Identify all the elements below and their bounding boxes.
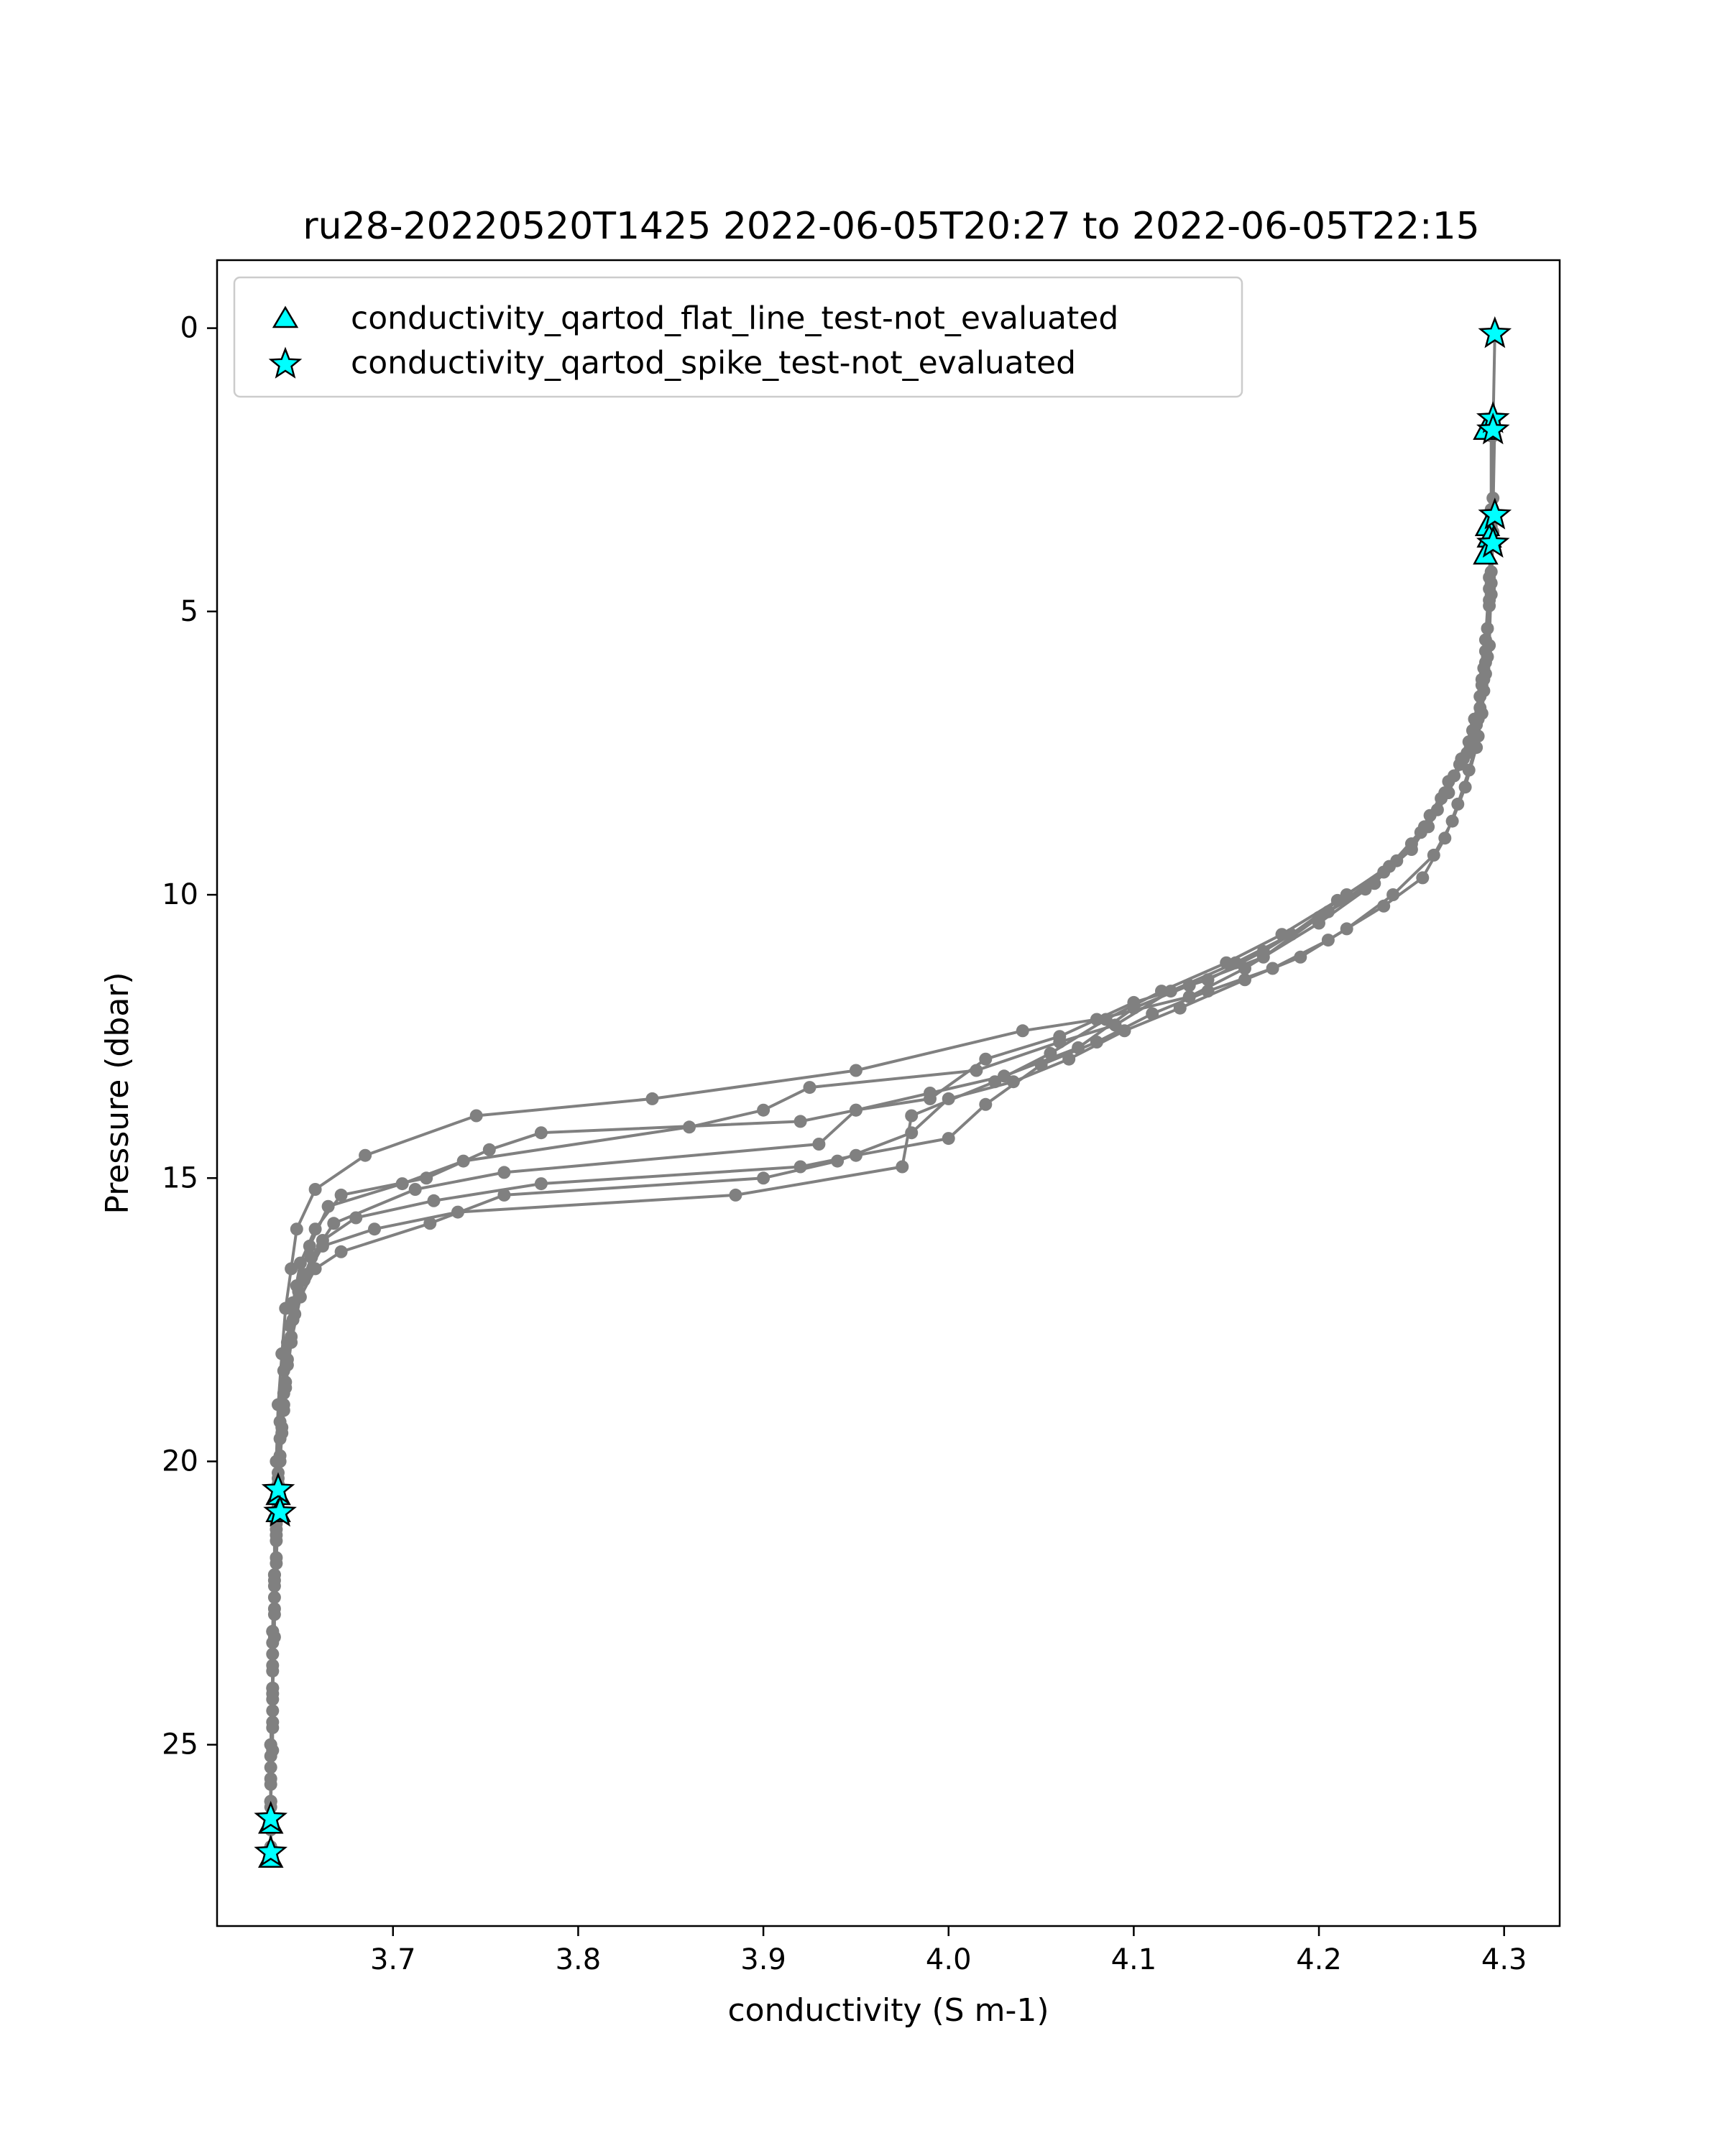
data-point <box>309 1183 322 1196</box>
data-point <box>646 1092 659 1105</box>
x-tick-label: 3.9 <box>740 1943 786 1976</box>
data-point <box>335 1245 348 1258</box>
data-point <box>1455 752 1468 765</box>
data-point <box>264 1778 277 1791</box>
data-point <box>428 1194 441 1207</box>
data-point <box>470 1110 483 1123</box>
data-point <box>924 1087 937 1100</box>
data-point <box>281 1358 294 1371</box>
data-point <box>303 1240 316 1253</box>
data-point <box>905 1110 918 1123</box>
data-point <box>757 1171 770 1184</box>
data-point <box>277 1404 290 1417</box>
data-point <box>1427 849 1440 862</box>
data-point <box>804 1081 816 1094</box>
data-point <box>535 1177 548 1190</box>
data-point <box>1483 571 1496 584</box>
data-point <box>1340 922 1353 935</box>
data-point <box>942 1132 955 1145</box>
data-point <box>270 1557 282 1570</box>
data-point <box>683 1120 696 1133</box>
data-point <box>266 1721 279 1734</box>
data-point <box>1257 951 1270 964</box>
x-tick-label: 4.3 <box>1481 1943 1527 1976</box>
data-point <box>409 1183 422 1196</box>
data-point <box>1276 928 1289 941</box>
data-point <box>1100 1013 1113 1026</box>
data-point <box>1294 951 1307 964</box>
data-point <box>1459 780 1472 793</box>
x-axis-label: conductivity (S m-1) <box>727 1992 1049 2029</box>
data-point <box>298 1273 310 1286</box>
legend <box>234 277 1242 397</box>
x-tick-label: 4.0 <box>925 1943 972 1976</box>
data-point <box>497 1189 510 1202</box>
x-tick-label: 4.2 <box>1296 1943 1342 1976</box>
data-point <box>535 1126 548 1139</box>
data-point <box>831 1155 844 1168</box>
data-point <box>316 1240 329 1253</box>
data-point <box>970 1064 983 1077</box>
y-tick-label: 0 <box>180 311 198 345</box>
data-point <box>1476 673 1489 686</box>
data-point <box>274 1455 287 1468</box>
data-point <box>1416 871 1429 884</box>
data-point <box>451 1206 464 1219</box>
x-tick-label: 3.8 <box>555 1943 602 1976</box>
data-point <box>368 1222 381 1235</box>
data-point <box>1016 1024 1029 1037</box>
data-point <box>1479 633 1492 646</box>
data-point <box>1418 820 1431 833</box>
data-point <box>287 1313 300 1326</box>
legend-label-spike: conductivity_qartod_spike_test-not_evaluated <box>351 344 1077 382</box>
y-tick-label: 15 <box>162 1161 198 1195</box>
data-point <box>988 1075 1001 1088</box>
x-tick-label: 4.1 <box>1110 1943 1157 1976</box>
data-point <box>979 1053 992 1066</box>
y-tick-label: 10 <box>162 878 198 912</box>
data-point <box>1468 713 1481 726</box>
data-point <box>1155 985 1168 998</box>
data-point <box>1220 957 1233 969</box>
data-point <box>1238 973 1251 986</box>
data-point <box>457 1155 470 1168</box>
data-point <box>266 1664 279 1677</box>
chart-title: ru28-20220520T1425 2022-06-05T20:27 to 2022-06-05T22:15 <box>303 205 1480 248</box>
data-point <box>1470 741 1483 754</box>
data-point <box>268 1608 281 1621</box>
data-point <box>1174 1002 1187 1015</box>
y-tick-label: 25 <box>162 1728 198 1761</box>
y-tick-label: 20 <box>162 1445 198 1478</box>
data-point <box>757 1104 770 1117</box>
data-point <box>979 1098 992 1111</box>
data-point <box>1438 786 1451 799</box>
data-point <box>850 1104 862 1117</box>
data-point <box>497 1166 510 1179</box>
data-point <box>794 1115 807 1128</box>
data-point <box>1044 1047 1057 1060</box>
y-axis-label: Pressure (dbar) <box>99 972 136 1215</box>
data-point <box>349 1212 362 1225</box>
data-point <box>1386 888 1399 901</box>
data-point <box>850 1064 862 1077</box>
x-tick-label: 3.7 <box>369 1943 416 1976</box>
data-point <box>1383 860 1396 873</box>
data-point <box>483 1143 496 1156</box>
data-point <box>1062 1053 1075 1066</box>
data-point <box>1331 894 1344 907</box>
data-point <box>327 1217 340 1230</box>
data-point <box>322 1200 335 1213</box>
data-point <box>1446 815 1459 828</box>
data-point <box>359 1149 372 1162</box>
legend-label-flat-line: conductivity_qartod_flat_line_test-not_evaluated <box>351 300 1119 337</box>
data-point <box>729 1189 742 1202</box>
data-point <box>896 1161 908 1174</box>
data-point <box>396 1177 409 1190</box>
data-point <box>290 1222 303 1235</box>
data-point <box>1007 1075 1020 1088</box>
y-tick-label: 5 <box>180 594 198 628</box>
data-point <box>1118 1024 1131 1037</box>
data-point <box>812 1138 825 1151</box>
